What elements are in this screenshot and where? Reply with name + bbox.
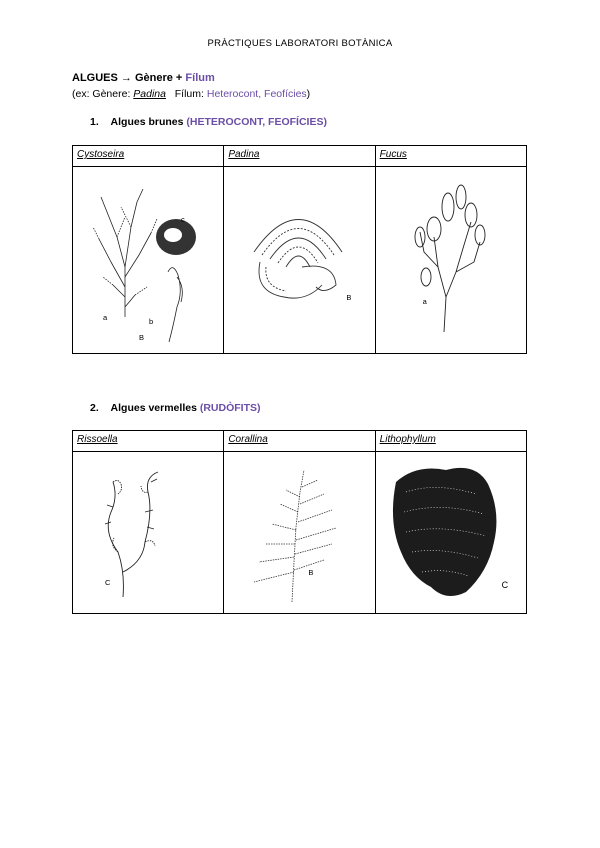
intro-filum: Fílum	[185, 72, 215, 84]
intro-prefix: ALGUES	[72, 72, 118, 84]
example-genus: Padina	[133, 88, 166, 100]
label-B: B	[308, 568, 314, 577]
corallina-drawing-icon	[224, 452, 375, 613]
label-a: a	[422, 297, 427, 306]
intro-line	[72, 72, 215, 84]
label-a: a	[103, 313, 108, 322]
section-1-number: 1.	[90, 116, 99, 128]
page-header: PRÀCTIQUES LABORATORI BOTÀNICA	[207, 38, 393, 49]
arrow-icon: →	[120, 72, 132, 84]
label-c: c	[181, 215, 185, 224]
label-C: C	[105, 578, 111, 587]
intro-example	[72, 88, 310, 100]
brown-algae-table	[72, 145, 527, 354]
fucus-figure	[375, 167, 526, 354]
genus-rissoella: Rissoella	[73, 431, 224, 452]
section-1-title: Algues brunes	[110, 116, 184, 128]
label-B: B	[139, 333, 145, 342]
label-b: b	[149, 317, 154, 326]
corallina-figure	[224, 452, 375, 614]
lithophyllum-figure	[375, 452, 526, 614]
label-C: C	[501, 580, 509, 590]
rissoella-figure	[73, 452, 224, 614]
padina-figure	[224, 167, 375, 354]
example-filum-label: Fílum:	[174, 88, 204, 100]
genus-corallina: Corallina	[224, 431, 375, 452]
section-2-heading	[90, 402, 261, 414]
example-close: )	[306, 88, 311, 100]
genus-fucus: Fucus	[375, 146, 526, 167]
section-2-title: Algues vermelles	[110, 402, 197, 414]
intro-genere: Gènere +	[134, 72, 183, 84]
red-algae-table	[72, 430, 527, 614]
genus-cystoseira: Cystoseira	[73, 146, 224, 167]
section-2-phylum: (RUDÒFITS)	[199, 402, 261, 414]
padina-drawing-icon	[224, 167, 375, 353]
example-filum-value: Heterocont, Feofícies	[206, 88, 307, 100]
rissoella-drawing-icon	[73, 452, 224, 613]
label-B: B	[346, 293, 352, 302]
section-1-heading	[90, 116, 327, 128]
fucus-drawing-icon	[376, 167, 527, 353]
example-open: (ex: Gènere:	[72, 88, 131, 100]
section-2-number: 2.	[90, 402, 99, 414]
cystoseira-figure	[73, 167, 224, 354]
genus-padina: Padina	[224, 146, 375, 167]
genus-lithophyllum: Lithophyllum	[375, 431, 526, 452]
section-1-phylum: (HETEROCONT, FEOFÍCIES)	[186, 116, 327, 128]
